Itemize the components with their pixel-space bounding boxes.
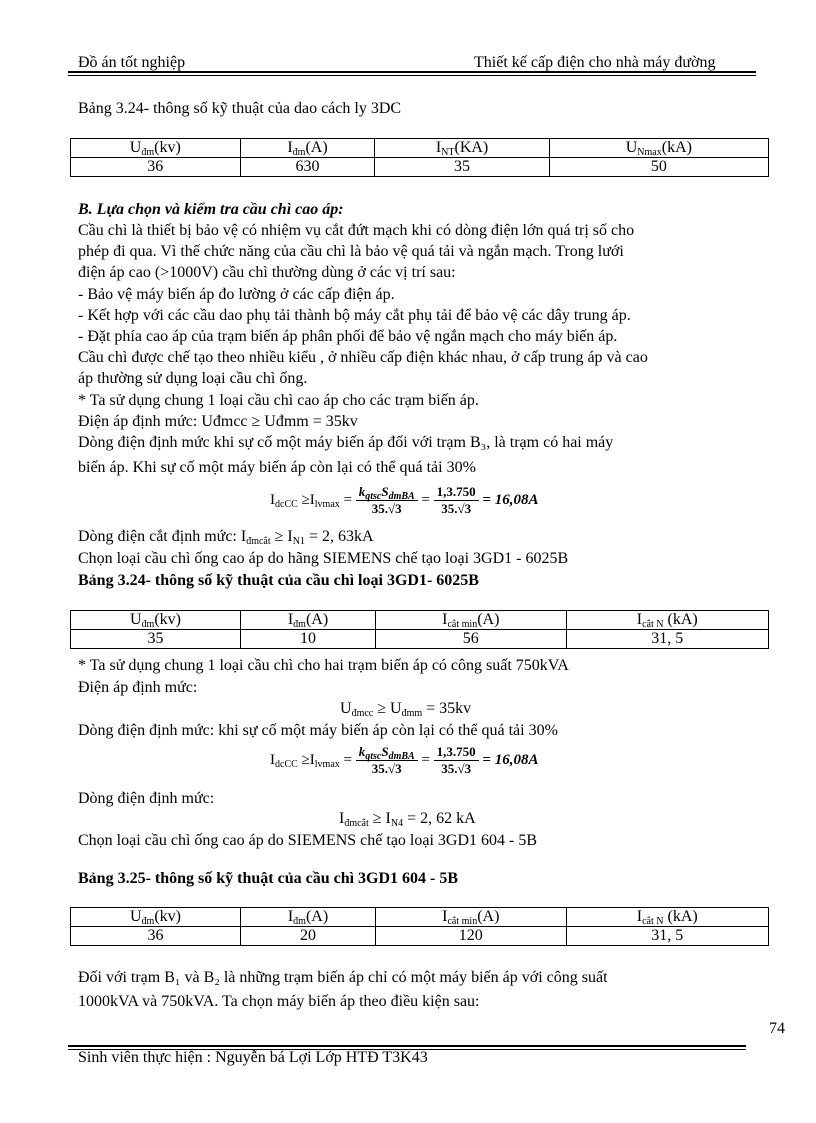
table-cell: 120 [376, 927, 566, 946]
table-header-row [71, 139, 769, 158]
table-header-cell: $U_{đm}(kv)$ [71, 139, 241, 158]
footer-text: Sinh viên thực hiện : Nguyễn bá Lợi Lớp HTĐ T3K43 [78, 1049, 428, 1066]
table-header-row [71, 611, 769, 630]
table-cell: 35 [71, 630, 241, 649]
paragraph-line: Điện áp định mức: Uđmcc ≥ Uđmm = 35kv [78, 413, 358, 430]
table2 [70, 610, 769, 649]
paragraph-line: * Ta sử dụng chung 1 loại cầu chì cao áp cho các trạm biến áp. [78, 392, 479, 409]
table-header-cell: $I_{cắt N}$ (kA) [566, 908, 768, 927]
table-header-row [71, 908, 769, 927]
table-header-cell: $I_{đm}(A)$ [240, 908, 375, 927]
fraction: $\frac{1,3.750}{35.√3}$ [434, 744, 479, 777]
table-cell: 630 [240, 158, 375, 177]
table-cell: 50 [549, 158, 768, 177]
table-header-cell: $I_{cắt min}(A)$ [376, 611, 566, 630]
table-row [71, 927, 769, 946]
fraction: $\frac{k_{qtsc}S_{dmBA}}{35.√3}$ [356, 744, 418, 777]
header-rule [68, 71, 756, 73]
table3 [70, 907, 769, 946]
table-cell: 10 [240, 630, 375, 649]
section-b-title: B. Lựa chọn và kiểm tra cầu chì cao áp: [78, 201, 344, 218]
paragraph-line: Đối với trạm B₁ và B₂ là những trạm biến áp chỉ có một máy biến áp với công suất [78, 969, 608, 986]
table-row [71, 630, 769, 649]
table1-caption: Bảng 3.24- thông số kỹ thuật của dao cách ly 3DC [78, 100, 402, 117]
table2-caption: Bảng 3.24- thông số kỹ thuật của cầu chì loại 3GD1- 6025B [78, 572, 479, 589]
table-cell: 31, 5 [566, 630, 768, 649]
list-item: - Bảo vệ máy biến áp đo lường ở các cấp điện áp. [78, 286, 395, 303]
paragraph-line: áp thường sử dụng loại cầu chì ống. [78, 370, 308, 387]
table-header-cell: $U_{đm}(kv)$ [71, 611, 241, 630]
table3-caption: Bảng 3.25- thông số kỹ thuật của cầu chì 3GD1 604 - 5B [78, 870, 459, 887]
table1 [70, 138, 769, 177]
table-header-cell: $I_{NT}(KA)$ [375, 139, 549, 158]
paragraph-line: Dòng điện định mức: [78, 790, 215, 807]
table-header-cell: $I_{đm}(A)$ [240, 611, 375, 630]
paragraph-line: * Ta sử dụng chung 1 loại cầu chì cho hai trạm biến áp có công suất 750kVA [78, 657, 569, 674]
list-item: - Kết hợp với các cầu dao phụ tải thành bộ máy cắt phụ tải để bảo vệ các dây trung áp. [78, 307, 631, 324]
paragraph-line: Dòng điện định mức: khi sự cố một máy biến áp còn lại có thể quá tải 30% [78, 722, 558, 739]
table-cell: 56 [376, 630, 566, 649]
header-left: Đồ án tốt nghiệp [78, 54, 186, 71]
formula-2: $I_{dcCC} \ge I_{lvmax}$ = $\frac{k_{qtsc}S_{dmBA}}{35.√3}$ = $\frac{1,3.750}{35.√3}$ = 16,08A [270, 744, 539, 776]
paragraph-line: Cầu chì được chế tạo theo nhiều kiểu , ở nhiều cấp điện khác nhau, ở cấp trung áp và cao [78, 349, 648, 366]
table-header-cell: $U_{Nmax}(kA)$ [549, 139, 768, 158]
paragraph-line: Cầu chì là thiết bị bảo vệ có nhiệm vụ cắt đứt mạch khi có dòng điện lớn quá trị số cho [78, 222, 635, 239]
voltage-condition: $U_{đmcc} \ge U_{đmm} = 35kv$ [340, 700, 472, 719]
paragraph-line: Dòng điện cắt định mức: $I_{đmcắt} \ge I_{N1} = 2$, 63kA [78, 528, 374, 547]
paragraph-line: 1000kVA và 750kVA. Ta chọn máy biến áp theo điều kiện sau: [78, 993, 480, 1010]
table-header-cell: $I_{cắt N}$ (kA) [566, 611, 768, 630]
table-header-cell: $I_{đm}(A)$ [240, 139, 375, 158]
paragraph-line: Điện áp định mức: [78, 679, 198, 696]
header-right: Thiết kế cấp điện cho nhà máy đường [474, 54, 716, 71]
paragraph-line: Dòng điện định mức khi sự cố một máy biến áp đối với trạm B₃, là trạm có hai máy [78, 434, 614, 451]
fraction: $\frac{1,3.750}{35.√3}$ [434, 484, 479, 517]
table-cell: 36 [71, 927, 241, 946]
table-header-cell: $U_{đm}(kv)$ [71, 908, 241, 927]
paragraph-line: Chọn loại cầu chì ống cao áp do SIEMENS chế tạo loại 3GD1 604 - 5B [78, 832, 538, 849]
table-cell: 31, 5 [566, 927, 768, 946]
table-header-cell: $I_{cắt min}(A)$ [376, 908, 566, 927]
list-item: - Đặt phía cao áp của trạm biến áp phân phối để bảo vệ ngắn mạch cho máy biến áp. [78, 328, 618, 345]
paragraph-line: điện áp cao (>1000V) cầu chì thường dùng ở các vị trí sau: [78, 264, 456, 281]
header-rule-thin [68, 75, 756, 76]
table-row [71, 158, 769, 177]
cut-current-condition: $I_{đmcắt} \ge I_{N4} = 2$, 62 kA [339, 810, 476, 829]
footer-rule [68, 1045, 746, 1047]
table-cell: 36 [71, 158, 241, 177]
page-number: 74 [769, 1020, 785, 1037]
formula-1: $I_{dcCC} \ge I_{lvmax}$ = $\frac{k_{qtsc}S_{dmBA}}{35.√3}$ = $\frac{1,3.750}{35.√3}$ = 16,08A [270, 484, 539, 516]
paragraph-line: biến áp. Khi sự cố một máy biến áp còn lại có thể quá tải 30% [78, 459, 476, 476]
table-cell: 35 [375, 158, 549, 177]
paragraph-line: Chọn loại cầu chì ống cao áp do hãng SIEMENS chế tạo loại 3GD1 - 6025B [78, 550, 569, 567]
fraction: $\frac{k_{qtsc}S_{dmBA}}{35.√3}$ [356, 484, 418, 517]
table-cell: 20 [240, 927, 375, 946]
paragraph-line: phép đi qua. Vì thế chức năng của cầu chì là bảo vệ quá tải và ngắn mạch. Trong lưới [78, 243, 624, 260]
